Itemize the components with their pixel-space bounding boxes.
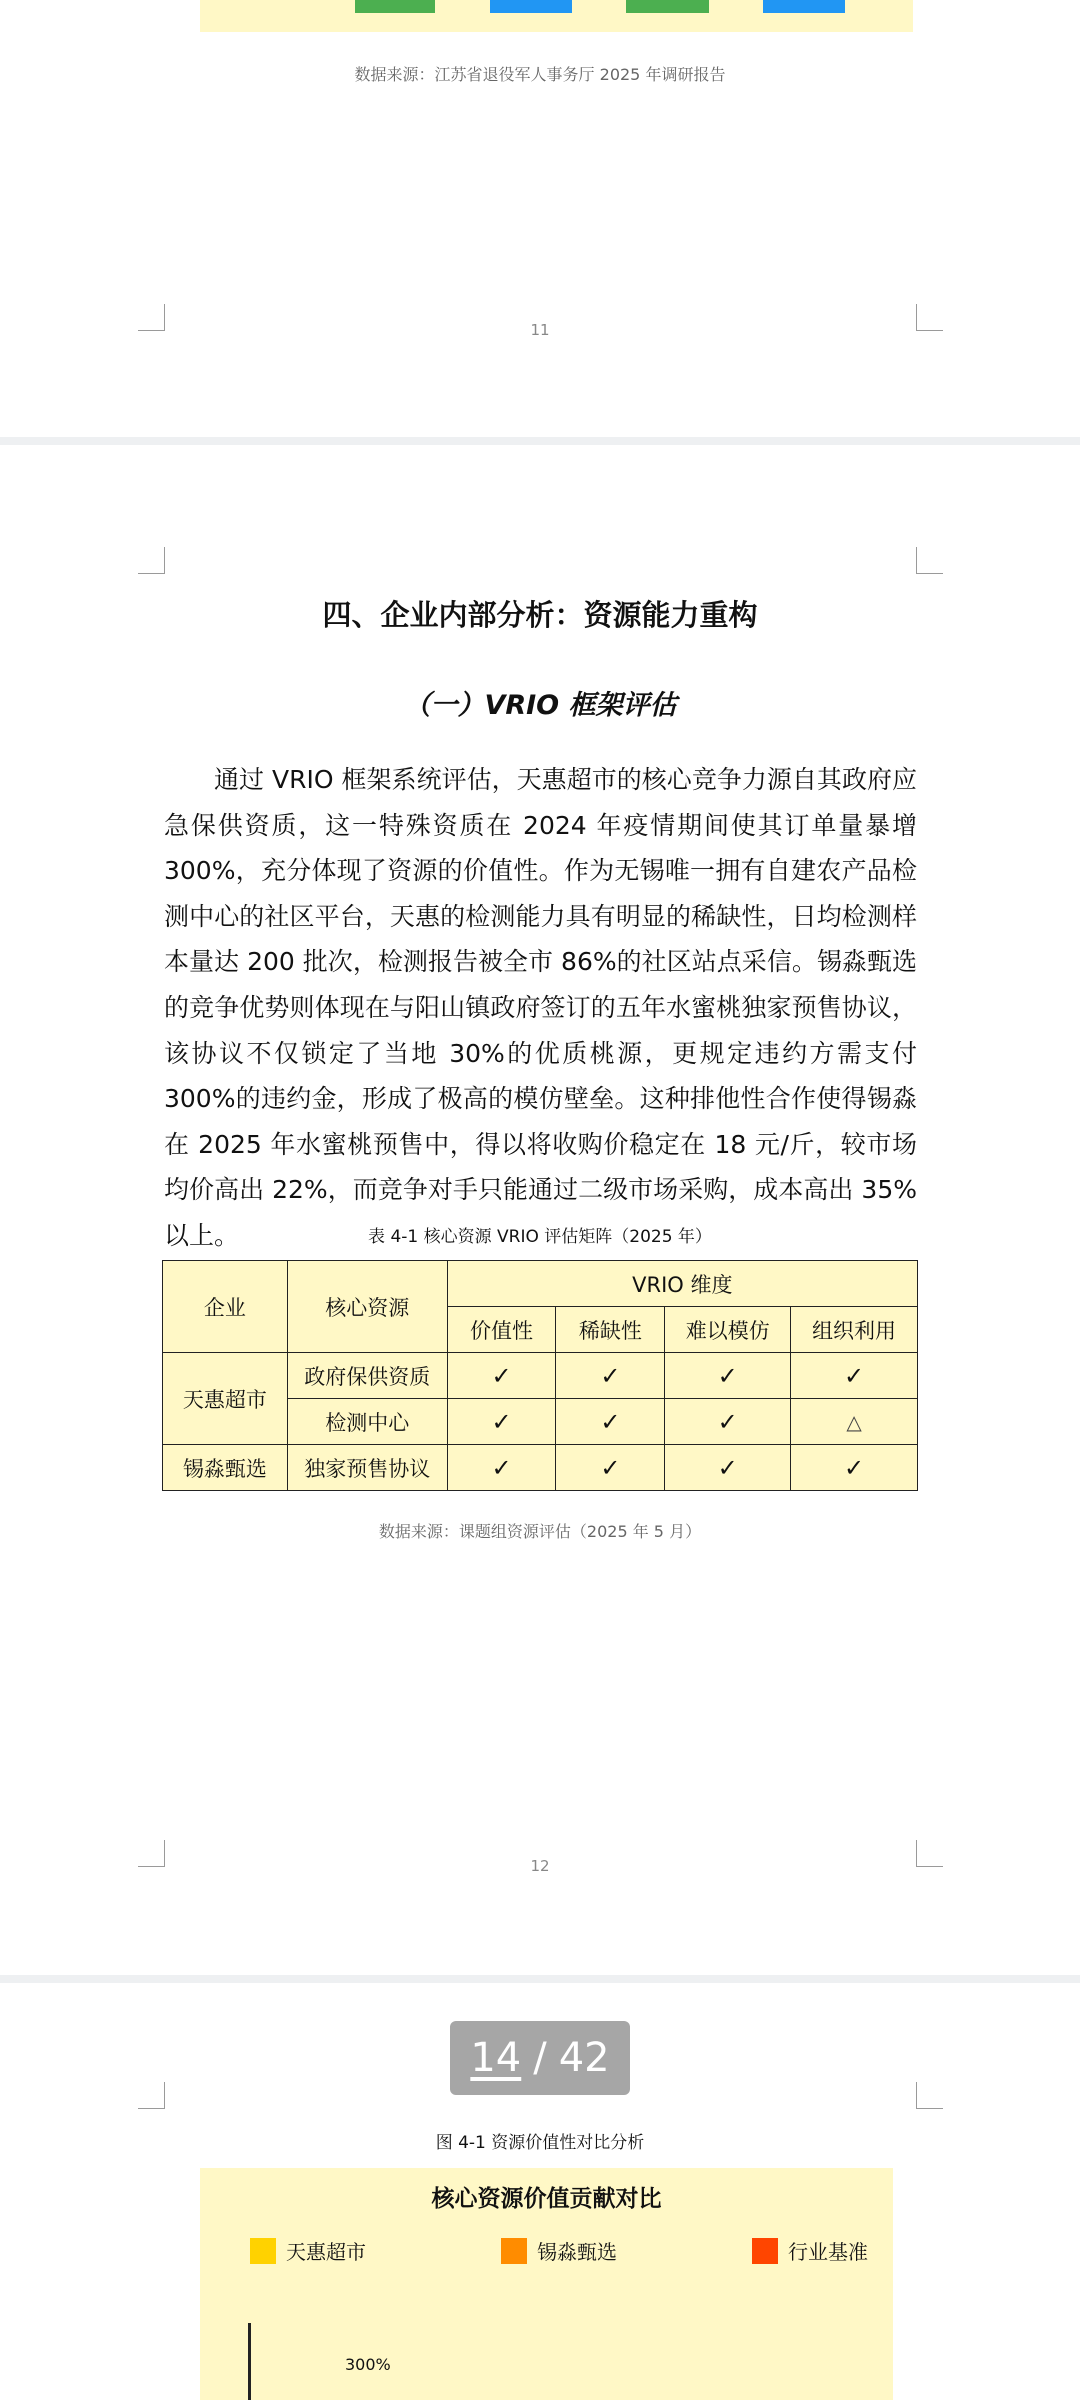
header-dim: 价值性	[447, 1307, 556, 1353]
check-mark: ✓	[556, 1399, 665, 1445]
page-indicator[interactable]	[450, 2021, 630, 2095]
chart-bar	[763, 0, 845, 13]
page-12	[0, 445, 1080, 1975]
check-mark: ✓	[447, 1353, 556, 1399]
chart-remnant	[200, 0, 913, 32]
resource-cell: 独家预售协议	[287, 1445, 447, 1491]
figure-source: 数据来源：江苏省退役军人事务厅 2025 年调研报告	[354, 65, 726, 84]
corner-mark	[916, 547, 943, 574]
page-13	[0, 1983, 1080, 2400]
check-mark: ✓	[447, 1399, 556, 1445]
figure-caption: 图 4-1 资源价值性对比分析	[435, 2133, 645, 2153]
section-heading: 四、企业内部分析：资源能力重构	[322, 598, 758, 632]
page-11	[0, 0, 1080, 437]
table-source: 数据来源：课题组资源评估（2025 年 5 月）	[378, 1522, 702, 1541]
chart-bar	[355, 0, 435, 13]
legend-item	[752, 2236, 868, 2265]
table-row	[163, 1445, 918, 1491]
check-mark: ✓	[665, 1353, 791, 1399]
legend-label: 锡淼甄选	[537, 2240, 617, 2264]
subsection-heading: （一）VRIO 框架评估	[403, 690, 677, 721]
value-chart	[200, 2168, 893, 2400]
chart-bar	[490, 0, 572, 13]
resource-cell: 检测中心	[287, 1399, 447, 1445]
corner-mark	[916, 2082, 943, 2109]
check-mark: ✓	[556, 1445, 665, 1491]
corner-mark	[138, 2082, 165, 2109]
legend-swatch	[501, 2238, 527, 2264]
legend-label: 天惠超市	[286, 2240, 366, 2264]
y-tick-label: 300%	[345, 2355, 391, 2374]
page-separator: /	[533, 2035, 547, 2081]
legend-item	[501, 2236, 617, 2265]
legend-label: 行业基准	[788, 2240, 868, 2264]
page-number: 12	[530, 1857, 550, 1875]
check-mark: ✓	[665, 1399, 791, 1445]
legend-item	[250, 2236, 366, 2265]
table-row	[163, 1353, 918, 1399]
chart-bar	[626, 0, 709, 13]
y-axis	[248, 2323, 251, 2400]
body-paragraph: 通过 VRIO 框架系统评估，天惠超市的核心竞争力源自其政府应急保供资质，这一特殊资质在 2024 年疫情期间使其订单量暴增 300%，充分体现了资源的价值性。作为无锡唯一拥有自建农产品检测中心的社区平台，天惠的检测能力具有明显的稀缺性，日均检测样本量达 200 批次，检测报告被全市 86%的社区站点采信。锡淼甄选的竞争优势则体现在与阳山镇政府签订的五年水蜜桃独家预售协议，该协议不仅锁定了当地 30%的优质桃源，更规定违约方需支付 300%的违约金，形成了极高的模仿壁垒。这种排他性合作使得锡淼在 2025 年水蜜桃预售中，得以将收购价稳定在 18 元/斤，较市场均价高出 22%，而竞争对手只能通过二级市场采购，成本高出 35%以上。	[164, 765, 917, 1250]
check-mark: ✓	[791, 1353, 918, 1399]
vrio-table	[162, 1260, 918, 1491]
header-dim: 组织利用	[791, 1307, 918, 1353]
header-dim: 难以模仿	[665, 1307, 791, 1353]
header-company: 企业	[163, 1261, 288, 1353]
header-vrio: VRIO 维度	[447, 1261, 917, 1307]
company-cell: 锡淼甄选	[163, 1445, 288, 1491]
legend-swatch	[752, 2238, 778, 2264]
check-mark: ✓	[447, 1445, 556, 1491]
current-page[interactable]: 14	[470, 2035, 522, 2081]
company-cell: 天惠超市	[163, 1353, 288, 1445]
triangle-mark: △	[791, 1399, 918, 1445]
header-resource: 核心资源	[287, 1261, 447, 1353]
table-caption: 表 4-1 核心资源 VRIO 评估矩阵（2025 年）	[368, 1227, 712, 1247]
header-dim: 稀缺性	[556, 1307, 665, 1353]
check-mark: ✓	[665, 1445, 791, 1491]
chart-title: 核心资源价值贡献对比	[431, 2186, 662, 2212]
page-number: 11	[530, 321, 550, 339]
total-pages: 42	[558, 2035, 610, 2081]
legend-swatch	[250, 2238, 276, 2264]
resource-cell: 政府保供资质	[287, 1353, 447, 1399]
check-mark: ✓	[791, 1445, 918, 1491]
check-mark: ✓	[556, 1353, 665, 1399]
corner-mark	[138, 547, 165, 574]
